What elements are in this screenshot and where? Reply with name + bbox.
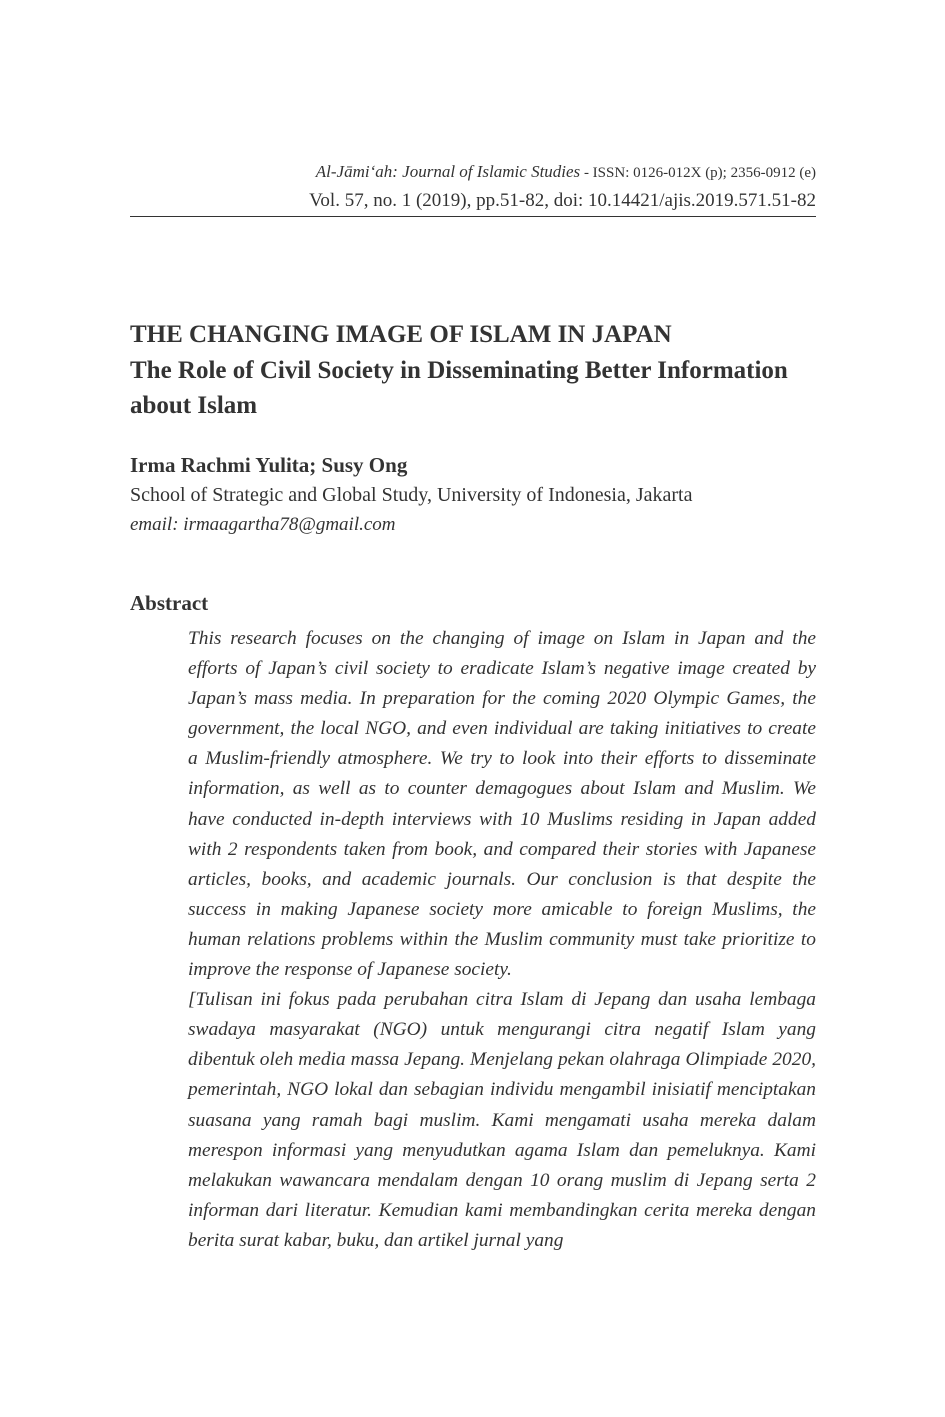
journal-name: Al-Jāmi‘ah: Journal of Islamic Studies xyxy=(315,162,581,181)
authors: Irma Rachmi Yulita; Susy Ong xyxy=(130,453,408,477)
author-email: email: irmaagartha78@gmail.com xyxy=(130,514,396,535)
article-title xyxy=(130,317,830,423)
running-head xyxy=(130,158,816,215)
affiliation: School of Strategic and Global Study, University of Indonesia, Jakarta xyxy=(130,484,693,506)
abstract-heading: Abstract xyxy=(130,591,209,615)
title-subtitle: The Role of Civil Society in Disseminating Better Information about Islam xyxy=(130,357,788,419)
abstract-indonesian: [Tulisan ini fokus pada perubahan citra Islam di Jepang dan usaha lembaga swadaya masyarakat (NGO) untuk mengurangi citra negatif Islam yang dibentuk oleh media massa Jepang. Menjelang pekan olahraga Olimpiade 2020, pemerintah, NGO lokal dan sebagian individu mengambil inisiatif menciptakan suasana yang ramah bagi muslim. Kami mengamati usaha mereka dalam merespon informasi yang menyudutkan agama Islam dan pemeluknya. Kami melakukan wawancara mendalam dengan 10 orang muslim di Jepang serta 2 informan dari literatur. Kemudian kami membandingkan cerita mereka dengan berita surat kabar, buku, dan artikel jurnal yang xyxy=(188,989,816,1251)
journal-citation: Vol. 57, no. 1 (2019), pp.51-82, doi: 10.14421/ajis.2019.571.51-82 xyxy=(309,190,816,211)
journal-issn: - ISSN: 0126-012X (p); 2356-0912 (e) xyxy=(580,165,816,181)
abstract-english: This research focuses on the changing of image on Islam in Japan and the efforts of Japan’s civil society to eradicate Islam’s negative image created by Japan’s mass media. In preparation for the coming 2020 Olympic Games, the government, the local NGO, and even individual are taking initiatives to create a Muslim-friendly atmosphere. We try to look into their efforts to disseminate information, as well as to counter demagogues about Islam and Muslim. We have conducted in-depth interviews with 10 Muslims residing in Japan added with 2 respondents taken from book, and compared their stories with Japanese articles, books, and academic journals. Our conclusion is that despite the success in making Japanese society more amicable to foreign Muslims, the human relations problems within the Muslim community must take prioritize to improve the response of Japanese society. xyxy=(188,628,816,981)
header-rule xyxy=(130,216,816,217)
running-head-journal-line xyxy=(130,158,816,187)
abstract-body xyxy=(188,624,816,1256)
title-main: THE CHANGING IMAGE OF ISLAM IN JAPAN xyxy=(130,321,672,348)
